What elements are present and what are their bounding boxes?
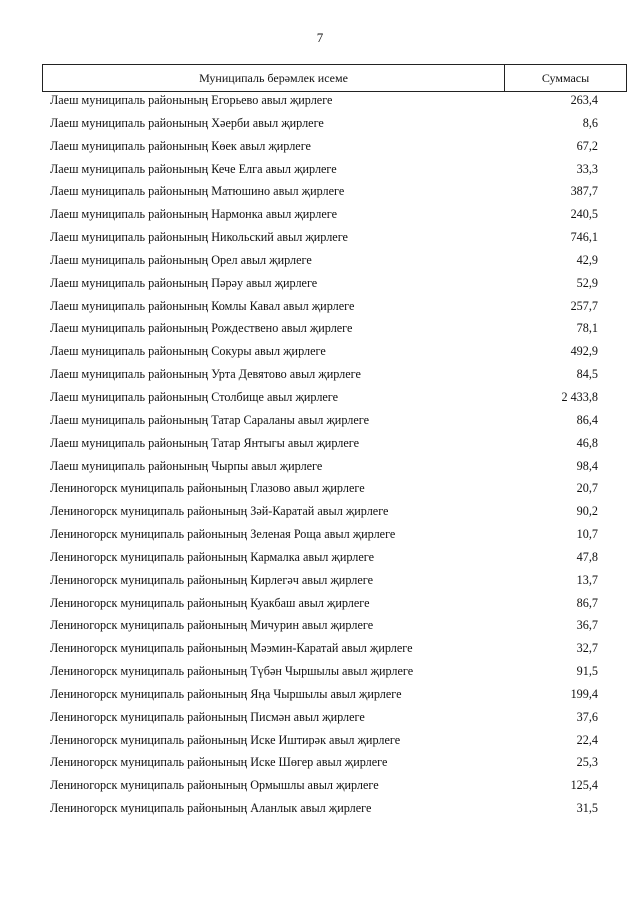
amount-value: 10,7	[576, 527, 598, 542]
amount-value: 125,4	[570, 778, 598, 793]
table-row	[0, 387, 640, 410]
table-row	[0, 661, 640, 684]
table-row	[0, 113, 640, 136]
municipality-name: Лениногорск муниципаль районының Зеленая Роща авыл җирлеге	[50, 527, 396, 542]
municipality-name: Лениногорск муниципаль районының Иске Иштирәк авыл җирлеге	[50, 732, 401, 747]
municipality-name: Лениногорск муниципаль районының Кармалка авыл җирлеге	[50, 549, 375, 564]
municipality-name: Лениногорск муниципаль районының Зәй-Каратай авыл җирлеге	[50, 504, 389, 519]
amount-value: 86,7	[576, 595, 598, 610]
municipality-name: Лениногорск муниципаль районының Түбән Чыршылы авыл җирлеге	[50, 664, 414, 679]
amount-value: 257,7	[570, 298, 598, 313]
table-row	[0, 273, 640, 296]
municipality-name: Лаеш муниципаль районының Урта Девятово авыл җирлеге	[50, 367, 361, 382]
municipality-name: Лаеш муниципаль районының Хәерби авыл җирлеге	[50, 115, 324, 130]
amount-value: 13,7	[576, 572, 598, 587]
table-row	[0, 250, 640, 273]
municipality-name: Лениногорск муниципаль районының Мичурин авыл җирлеге	[50, 618, 374, 633]
table-row	[0, 296, 640, 319]
amount-value: 37,6	[576, 709, 598, 724]
table-row	[0, 638, 640, 661]
amount-value: 84,5	[576, 367, 598, 382]
municipality-name: Лаеш муниципаль районының Көек авыл җирлеге	[50, 138, 311, 153]
amount-value: 36,7	[576, 618, 598, 633]
table-body	[0, 90, 640, 821]
municipality-name: Лениногорск муниципаль районының Куакбаш авыл җирлеге	[50, 595, 370, 610]
amount-value: 78,1	[576, 321, 598, 336]
table-row	[0, 615, 640, 638]
table-row	[0, 752, 640, 775]
amount-value: 20,7	[576, 481, 598, 496]
municipality-name: Лаеш муниципаль районының Комлы Кавал авыл җирлеге	[50, 298, 355, 313]
municipality-name: Лаеш муниципаль районының Пәрәу авыл җирлеге	[50, 275, 318, 290]
municipality-name: Лаеш муниципаль районының Никольский авыл җирлеге	[50, 230, 348, 245]
municipality-name: Лениногорск муниципаль районының Аланлык авыл җирлеге	[50, 801, 372, 816]
table-row	[0, 159, 640, 182]
amount-value: 240,5	[570, 207, 598, 222]
amount-value: 25,3	[576, 755, 598, 770]
municipality-name: Лаеш муниципаль районының Кече Елга авыл җирлеге	[50, 161, 337, 176]
amount-value: 32,7	[576, 641, 598, 656]
table-row	[0, 136, 640, 159]
municipality-name: Лениногорск муниципаль районының Глазово авыл җирлеге	[50, 481, 365, 496]
amount-value: 2 433,8	[561, 389, 598, 404]
table-row	[0, 318, 640, 341]
amount-value: 67,2	[576, 138, 598, 153]
municipality-name: Лаеш муниципаль районының Орел авыл җирлеге	[50, 252, 312, 267]
amount-value: 31,5	[576, 801, 598, 816]
table-row	[0, 501, 640, 524]
table-row	[0, 524, 640, 547]
table-row	[0, 364, 640, 387]
column-header-sum: Суммасы	[541, 70, 590, 85]
municipality-name: Лениногорск муниципаль районының Яңа Чыршылы авыл җирлеге	[50, 686, 402, 701]
table-row	[0, 730, 640, 753]
table-row	[0, 478, 640, 501]
municipality-name: Лениногорск муниципаль районының Мәэмин-Каратай авыл җирлеге	[50, 641, 413, 656]
table-row	[0, 570, 640, 593]
municipality-name: Лениногорск муниципаль районының Ормышлы авыл җирлеге	[50, 778, 379, 793]
municipality-name: Лаеш муниципаль районының Столбище авыл җирлеге	[50, 389, 339, 404]
table-row	[0, 410, 640, 433]
amount-value: 91,5	[576, 664, 598, 679]
municipality-name: Лаеш муниципаль районының Рождествено авыл җирлеге	[50, 321, 353, 336]
table-row	[0, 90, 640, 113]
amount-value: 33,3	[576, 161, 598, 176]
amount-value: 90,2	[576, 504, 598, 519]
amount-value: 42,9	[576, 252, 598, 267]
municipality-name: Лаеш муниципаль районының Чырпы авыл җирлеге	[50, 458, 323, 473]
amount-value: 86,4	[576, 412, 598, 427]
amount-value: 98,4	[576, 458, 598, 473]
table-row	[0, 204, 640, 227]
amount-value: 52,9	[576, 275, 598, 290]
municipality-name: Лаеш муниципаль районының Татар Янтыгы авыл җирлеге	[50, 435, 360, 450]
municipality-name: Лаеш муниципаль районының Матюшино авыл җирлеге	[50, 184, 345, 199]
page-number: 7	[316, 30, 324, 45]
municipality-name: Лениногорск муниципаль районының Кирлегәч авыл җирлеге	[50, 572, 373, 587]
amount-value: 492,9	[570, 344, 598, 359]
amount-value: 8,6	[582, 115, 598, 130]
amount-value: 199,4	[570, 686, 598, 701]
table-row	[0, 341, 640, 364]
column-header-name: Муниципаль берәмлек исеме	[43, 65, 505, 91]
municipality-name: Лаеш муниципаль районының Татар Сараланы авыл җирлеге	[50, 412, 369, 427]
municipality-name: Лаеш муниципаль районының Сокуры авыл җирлеге	[50, 344, 326, 359]
amount-value: 746,1	[570, 230, 598, 245]
amount-value: 263,4	[570, 93, 598, 107]
municipality-name: Лениногорск муниципаль районының Писмән авыл җирлеге	[50, 709, 365, 724]
table-header	[42, 64, 627, 92]
amount-value: 387,7	[570, 184, 598, 199]
table-row	[0, 181, 640, 204]
table-row	[0, 433, 640, 456]
table-row	[0, 684, 640, 707]
table-row	[0, 547, 640, 570]
table-row	[0, 775, 640, 798]
table-row	[0, 798, 640, 821]
table-row	[0, 593, 640, 616]
table-row	[0, 456, 640, 479]
municipality-name: Лаеш муниципаль районының Егорьево авыл җирлеге	[50, 93, 333, 107]
table-row	[0, 707, 640, 730]
municipality-name: Лениногорск муниципаль районының Иске Шөгер авыл җирлеге	[50, 755, 388, 770]
municipality-name: Лаеш муниципаль районының Нармонка авыл җирлеге	[50, 207, 337, 222]
amount-value: 47,8	[576, 549, 598, 564]
amount-value: 46,8	[576, 435, 598, 450]
amount-value: 22,4	[576, 732, 598, 747]
table-row	[0, 227, 640, 250]
